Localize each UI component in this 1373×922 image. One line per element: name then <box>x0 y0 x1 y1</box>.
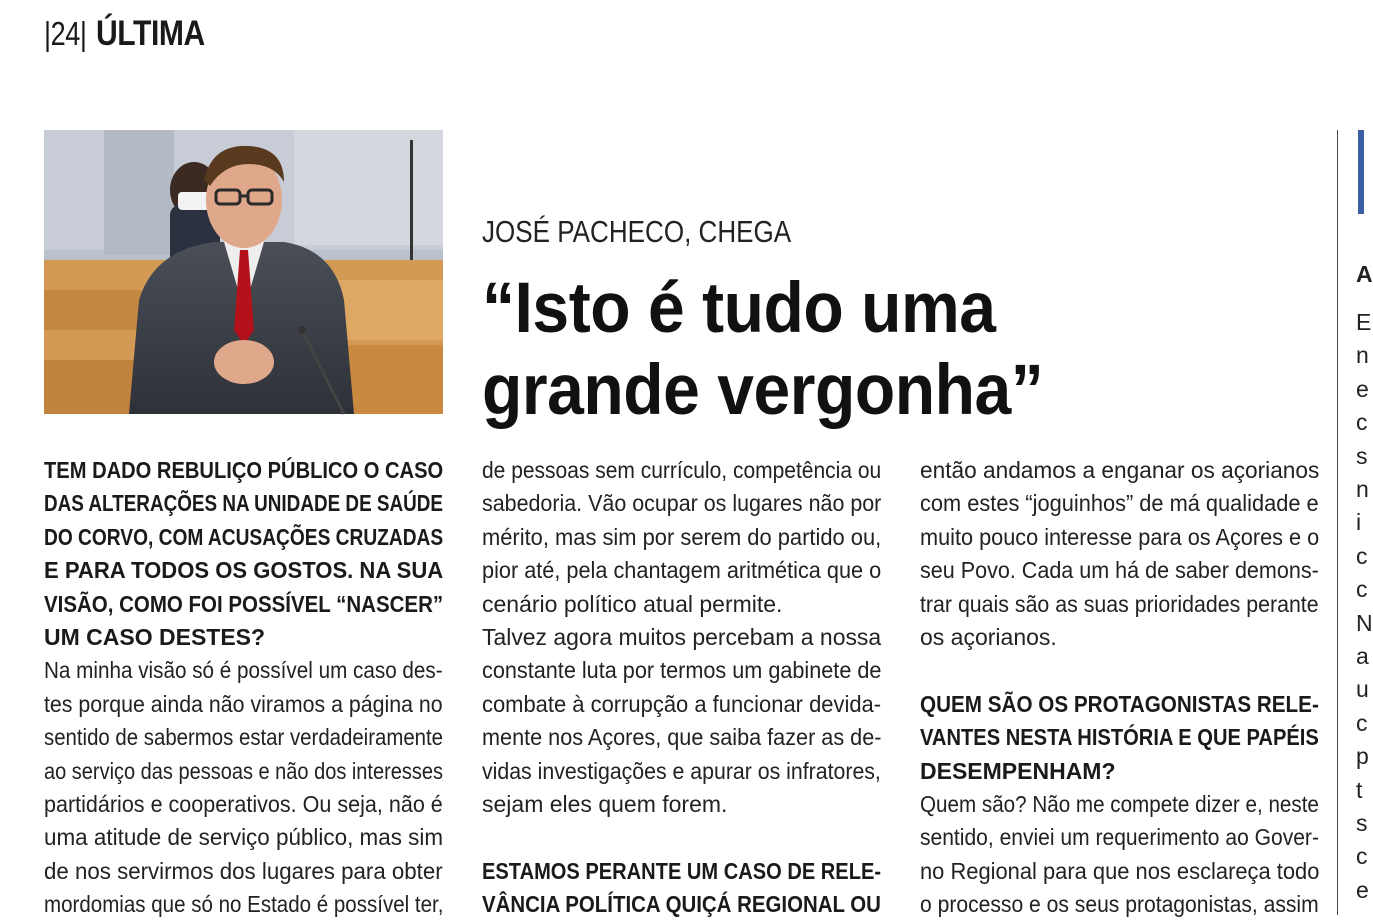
adjacent-text-fragment: e <box>1356 375 1369 402</box>
question-line: TEM DADO REBULIÇO PÚBLICO O CASO <box>44 457 444 483</box>
adjacent-text-fragment: N <box>1356 609 1373 636</box>
adjacent-text-fragment: c <box>1356 709 1368 736</box>
body-text-line: seu Povo. Cada um há de saber demons- <box>920 557 1319 584</box>
question-line: QUEM SÃO OS PROTAGONISTAS RELE- <box>920 690 1319 717</box>
body-text-line: então andamos a enganar os açorianos <box>920 457 1320 483</box>
body-text-line: o processo e os seus protagonistas, assim <box>920 891 1319 918</box>
question-line: DO CORVO, COM ACUSAÇÕES CRUZADAS <box>44 523 444 550</box>
adjacent-image-edge <box>1358 130 1364 214</box>
body-text-line <box>920 654 1319 687</box>
question-line: DESEMPENHAM? <box>920 757 1116 784</box>
article-headline <box>482 268 1282 432</box>
body-text-line: Talvez agora muitos percebam a nossa <box>482 624 882 651</box>
body-text-line: mente nos Açores, que saiba fazer as de- <box>482 724 882 751</box>
text-column-2 <box>482 454 881 922</box>
body-text-line: Quem são? Não me compete dizer e, neste <box>920 791 1319 818</box>
question-line: VISÃO, COMO FOI POSSÍVEL “NASCER” <box>44 590 444 617</box>
body-text-line: cenário político atual permite. <box>482 590 783 617</box>
body-text-line: uma atitude de serviço público, mas sim <box>44 824 444 851</box>
adjacent-text-fragment: c <box>1356 843 1368 870</box>
body-text-line: com estes “joguinhos” de má qualidade e <box>920 490 1319 517</box>
adjacent-text-fragment: A <box>1356 261 1373 287</box>
question-line: VANTES NESTA HISTÓRIA E QUE PAPÉIS <box>920 724 1319 751</box>
body-text-line: constante luta por termos um gabinete de <box>482 657 882 684</box>
column-divider <box>1337 130 1338 915</box>
question-line: VÂNCIA POLÍTICA QUIÇÁ REGIONAL OU <box>482 891 881 918</box>
headline-line: grande vergonha” <box>482 351 1044 430</box>
adjacent-article-fragment <box>1356 130 1373 915</box>
adjacent-text-fragment: c <box>1356 576 1368 603</box>
adjacent-text-fragment: i <box>1356 509 1362 536</box>
article-byline: JOSÉ PACHECO, CHEGA <box>482 214 792 249</box>
body-text-line: mérito, mas sim por serem do partido ou, <box>482 523 882 550</box>
adjacent-text-fragment: E <box>1356 309 1372 335</box>
body-text-line: de nos servirmos dos lugares para obter <box>44 857 443 884</box>
body-text-line: sabedoria. Vão ocupar os lugares não por <box>482 490 882 517</box>
body-text-line: de pessoas sem currículo, competência ou <box>482 457 882 483</box>
text-column-3 <box>920 454 1319 922</box>
body-text-line: no Regional para que nos esclareça todo <box>920 857 1320 884</box>
adjacent-text-fragment: s <box>1356 442 1368 469</box>
question-line: UM CASO DESTES? <box>44 624 266 651</box>
adjacent-text-fragment: p <box>1356 743 1369 770</box>
adjacent-text-fragment: a <box>1356 643 1369 669</box>
adjacent-text-fragment: n <box>1356 342 1369 369</box>
adjacent-text-fragment: s <box>1356 810 1368 836</box>
body-text-line: trar quais são as suas prioridades perante <box>920 590 1319 617</box>
body-text-line: sentido de sabermos estar verdadeiramente <box>44 724 444 751</box>
section-name: ÚLTIMA <box>96 14 205 53</box>
page-header <box>44 14 223 54</box>
question-line: ESTAMOS PERANTE UM CASO DE RELE- <box>482 857 882 884</box>
adjacent-text-fragment: c <box>1356 542 1368 569</box>
body-text-line: vidas investigações e apurar os infratores, <box>482 757 881 784</box>
body-text-line: muito pouco interesse para os Açores e o <box>920 523 1320 550</box>
adjacent-text-fragment: u <box>1356 676 1369 703</box>
adjacent-text-fragment: t <box>1356 776 1363 803</box>
adjacent-text-fragment: n <box>1356 476 1369 502</box>
text-column-1 <box>44 454 443 922</box>
body-text-line: pior até, pela chantagem aritmética que o <box>482 557 882 584</box>
body-text-line: Na minha visão só é possível um caso des- <box>44 657 443 684</box>
body-text-line: ao serviço das pessoas e não dos interesses <box>44 757 443 784</box>
headline-line: “Isto é tudo uma <box>482 269 996 348</box>
body-text-line: sejam eles quem forem. <box>482 791 728 818</box>
adjacent-text-fragment: c <box>1356 409 1368 436</box>
question-line: E PARA TODOS OS GOSTOS. NA SUA <box>44 557 444 584</box>
body-text-line: partidários e cooperativos. Ou seja, não é <box>44 791 443 818</box>
body-text-line: combate à corrupção a funcionar devida- <box>482 690 882 717</box>
article-photo <box>44 130 443 414</box>
question-line: DAS ALTERAÇÕES NA UNIDADE DE SAÚDE <box>44 490 444 517</box>
body-text-line: os açorianos. <box>920 624 1057 651</box>
body-text-line <box>482 821 881 854</box>
adjacent-text-fragment: e <box>1356 876 1369 903</box>
body-text-line: sentido, enviei um requerimento ao Gover- <box>920 824 1319 851</box>
body-text-line: mordomias que só no Estado é possível ter, <box>44 891 444 918</box>
body-text-line: tes porque ainda não viramos a página no <box>44 690 443 717</box>
page-number: |24| <box>44 15 87 52</box>
